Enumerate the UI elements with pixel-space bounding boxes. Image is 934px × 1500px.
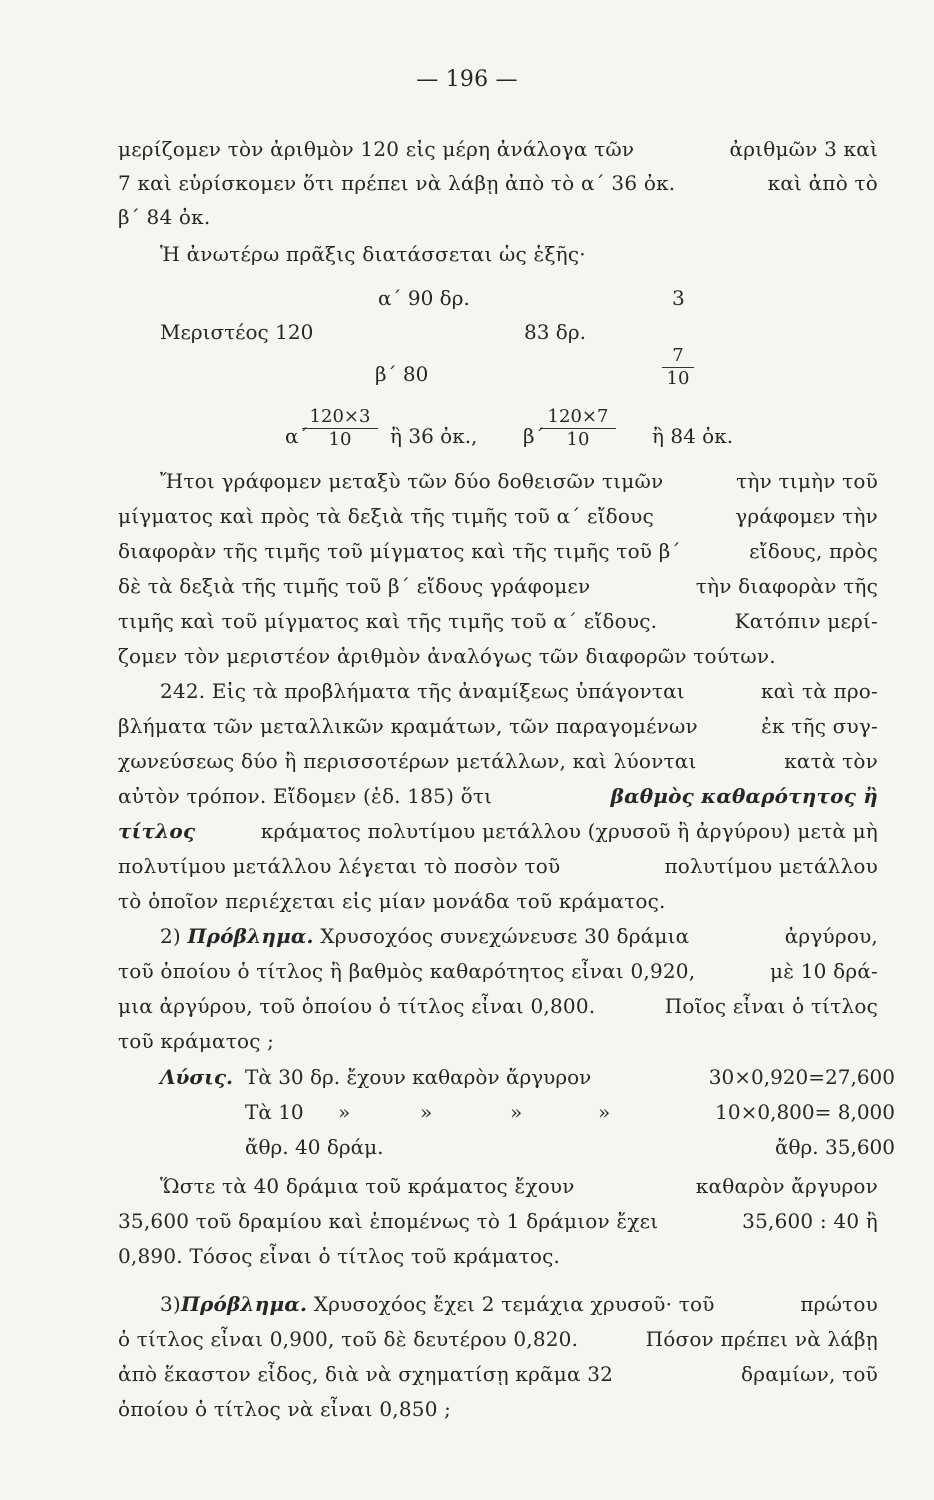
text-span: Χρυσοχόος συνεχώνευσε 30 δράμια xyxy=(320,924,690,948)
text-span: τοῦ ὁποίου ὁ τίτλος ἢ βαθμὸς καθαρότητος εἶναι 0,920, xyxy=(118,959,696,983)
text-line xyxy=(118,1207,878,1235)
text-line xyxy=(118,537,878,565)
scheme-ten: 10 xyxy=(666,368,690,389)
text-line xyxy=(118,957,878,985)
text-span: 242. Εἰς τὰ προβλήματα τῆς ἀναμίξεως ὑπάγονται xyxy=(160,679,685,703)
solution-sum-left: ἄθρ. 40 δράμ. xyxy=(245,1135,384,1159)
solution-label: Λύσις. xyxy=(160,1065,233,1089)
text-line xyxy=(118,502,878,530)
text-span: γράφομεν τὴν xyxy=(735,504,878,528)
formula-alpha-fraction xyxy=(302,406,378,451)
text-span: πολυτίμου μετάλλου xyxy=(664,854,878,878)
problem-title: Πρόβλημα. xyxy=(187,924,314,948)
formula-beta-prefix: β΄ xyxy=(523,424,545,448)
formula-denominator: 10 xyxy=(566,429,590,450)
ditto-mark: » xyxy=(420,1100,433,1124)
solution-row1-calc: 30×0,920=27,600 xyxy=(708,1065,895,1089)
scheme-divisor: Μεριστέος 120 xyxy=(160,320,314,344)
text-span: Χρυσοχόος ἔχει 2 τεμάχια χρυσοῦ· τοῦ xyxy=(313,1292,715,1316)
scheme-alpha-price: α΄ 90 δρ. xyxy=(378,286,470,310)
problem-title: Πρόβλημα. xyxy=(180,1292,308,1316)
ditto-mark: » xyxy=(510,1100,523,1124)
text-line xyxy=(118,992,878,1020)
text-span: δραμίων, τοῦ xyxy=(741,1362,878,1386)
text-span: κατὰ τὸν xyxy=(784,749,878,773)
scheme-fraction xyxy=(662,345,694,390)
text-line: ζομεν τὸν μεριστέον ἀριθμὸν ἀναλόγως τῶν διαφορῶν τούτων. xyxy=(118,644,776,668)
text-line xyxy=(160,1172,878,1200)
text-line xyxy=(118,712,878,740)
formula-alpha-prefix: α΄ xyxy=(285,424,309,448)
text-line xyxy=(118,169,878,197)
text-line xyxy=(118,135,878,163)
text-span: 7 καὶ εὑρίσκομεν ὅτι πρέπει νὰ λάβῃ ἀπὸ τὸ α΄ 36 ὀκ. xyxy=(118,171,676,195)
text-span: τὴν τιμὴν τοῦ xyxy=(736,469,878,493)
text-span: εἴδους, πρὸς xyxy=(749,539,878,563)
formula-numerator: 120×3 xyxy=(302,406,378,429)
text-line xyxy=(118,852,878,880)
problem-3-heading xyxy=(160,1290,715,1318)
problem-number: 3) xyxy=(160,1292,181,1316)
scheme-mix-price: 83 δρ. xyxy=(524,320,586,344)
text-line: τοῦ κράματος ; xyxy=(118,1029,275,1053)
text-line xyxy=(118,572,878,600)
scheme-beta-price: β΄ 80 xyxy=(375,362,429,386)
text-span: διαφορὰν τῆς τιμῆς τοῦ μίγματος καὶ τῆς τιμῆς τοῦ β΄ xyxy=(118,539,681,563)
text-span: Ποῖος εἶναι ὁ τίτλος xyxy=(664,994,878,1018)
text-span: καὶ ἀπὸ τὸ xyxy=(767,171,878,195)
solution-row1-text: Τὰ 30 δρ. ἔχουν καθαρὸν ἄργυρον xyxy=(245,1065,592,1089)
problem-3-line xyxy=(160,1290,878,1318)
text-line xyxy=(118,782,878,810)
text-span: 35,600 τοῦ δραμίου καὶ ἑπομένως τὸ 1 δράμιον ἔχει xyxy=(118,1209,659,1233)
solution-row2-calc: 10×0,800= 8,000 xyxy=(715,1100,895,1124)
formula-beta-fraction xyxy=(540,406,616,451)
text-span: 35,600 : 40 ἢ xyxy=(742,1209,878,1233)
emphasized-term: τίτλος xyxy=(118,819,196,843)
formula-beta-result: ἢ 84 ὀκ. xyxy=(652,424,734,448)
text-span: Ἤτοι γράφομεν μεταξὺ τῶν δύο δοθεισῶν τιμῶν xyxy=(160,469,664,493)
text-line xyxy=(160,677,878,705)
formula-alpha-result: ἢ 36 ὀκ., xyxy=(390,424,478,448)
text-line xyxy=(118,747,878,775)
text-span: πρώτου xyxy=(800,1292,878,1316)
text-span: ὁ τίτλος εἶναι 0,900, τοῦ δὲ δευτέρου 0,820. xyxy=(118,1327,579,1351)
text-span: τὴν διαφορὰν τῆς xyxy=(695,574,878,598)
text-line: β΄ 84 ὀκ. xyxy=(118,205,211,229)
text-span: ἀριθμῶν 3 καὶ xyxy=(729,137,878,161)
text-span: καθαρὸν ἄργυρον xyxy=(695,1174,878,1198)
problem-2-heading xyxy=(160,922,689,950)
text-span: καὶ τὰ προ- xyxy=(760,679,878,703)
text-span: ἐκ τῆς συγ- xyxy=(761,714,878,738)
text-span: πολυτίμου μετάλλου λέγεται τὸ ποσὸν τοῦ xyxy=(118,854,561,878)
text-line xyxy=(118,817,878,845)
text-span: μερίζομεν τὸν ἀριθμὸν 120 εἰς μέρη ἀνάλογα τῶν xyxy=(118,137,635,161)
ditto-mark: » xyxy=(598,1100,611,1124)
text-span: χωνεύσεως δύο ἢ περισσοτέρων μετάλλων, καὶ λύονται xyxy=(118,749,697,773)
emphasized-term: βαθμὸς καθαρότητος ἢ xyxy=(610,784,878,808)
solution-sum-right: ἄθρ. 35,600 xyxy=(775,1135,895,1159)
problem-number: 2) xyxy=(160,924,181,948)
text-span: αὐτὸν τρόπον. Εἴδομεν (ἐδ. 185) ὅτι xyxy=(118,784,493,808)
text-line xyxy=(118,607,878,635)
scheme-three: 3 xyxy=(672,286,685,310)
ditto-mark: » xyxy=(338,1100,351,1124)
text-span: δὲ τὰ δεξιὰ τῆς τιμῆς τοῦ β΄ εἴδους γράφομεν xyxy=(118,574,591,598)
scheme-seven: 7 xyxy=(662,345,694,368)
text-span: βλήματα τῶν μεταλλικῶν κραμάτων, τῶν παραγομένων xyxy=(118,714,698,738)
problem-2-line xyxy=(160,922,878,950)
text-span: Κατόπιν μερί- xyxy=(734,609,878,633)
text-span: ἀργύρου, xyxy=(784,924,878,948)
text-span: μίγματος καὶ πρὸς τὰ δεξιὰ τῆς τιμῆς τοῦ α΄ εἴδους xyxy=(118,504,654,528)
text-span: μὲ 10 δρά- xyxy=(770,959,878,983)
page-number: — 196 — xyxy=(416,67,518,92)
text-line: ὁποίου ὁ τίτλος νὰ εἶναι 0,850 ; xyxy=(118,1397,452,1421)
text-span: μια ἀργύρου, τοῦ ὁποίου ὁ τίτλος εἶναι 0,800. xyxy=(118,994,596,1018)
text-span: κράματος πολυτίμου μετάλλου (χρυσοῦ ἢ ἀργύρου) μετὰ μὴ xyxy=(260,819,878,843)
text-line xyxy=(160,467,878,495)
text-span: τιμῆς καὶ τοῦ μίγματος καὶ τῆς τιμῆς τοῦ α΄ εἴδους. xyxy=(118,609,658,633)
text-span: Ὥστε τὰ 40 δράμια τοῦ κράματος ἔχουν xyxy=(160,1174,575,1198)
formula-numerator: 120×7 xyxy=(540,406,616,429)
text-span: ἀπὸ ἕκαστον εἶδος, διὰ νὰ σχηματίσῃ κρᾶμα 32 xyxy=(118,1362,614,1386)
formula-denominator: 10 xyxy=(328,429,352,450)
text-line: τὸ ὁποῖον περιέχεται εἰς μίαν μονάδα τοῦ κράματος. xyxy=(118,889,666,913)
solution-row2-text: Τὰ 10 xyxy=(245,1100,304,1124)
text-line: 0,890. Τόσος εἶναι ὁ τίτλος τοῦ κράματος. xyxy=(118,1244,561,1268)
text-span: Πόσον πρέπει νὰ λάβῃ xyxy=(645,1327,878,1351)
text-line xyxy=(118,1360,878,1388)
text-line: Ἡ ἀνωτέρω πρᾶξις διατάσσεται ὡς ἑξῆς· xyxy=(160,242,586,266)
text-line xyxy=(118,1325,878,1353)
